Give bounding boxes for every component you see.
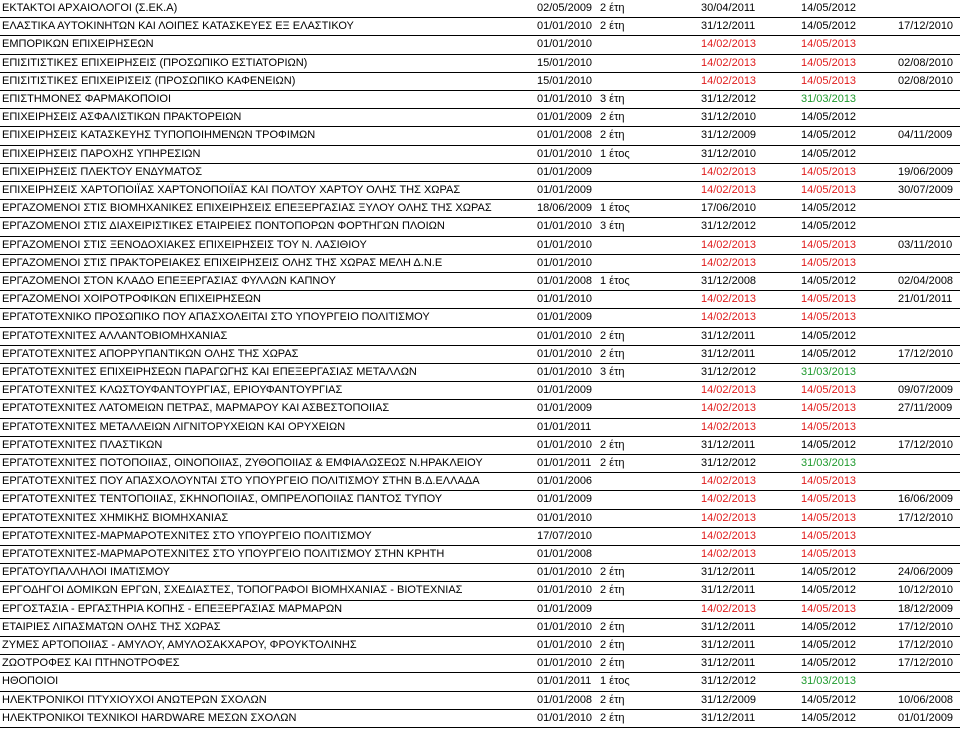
table-row xyxy=(0,200,960,218)
duration-cell xyxy=(600,601,660,618)
sector-name-cell: ΕΡΓΑΤΟΤΕΧΝΙΤΕΣ ΤΕΝΤΟΠΟΙΙΑΣ, ΣΚΗΝΟΠΟΙΙΑΣ, ΟΜΠΡΕΛΟΠΟΙΙΑΣ ΠΑΝΤΟΣ ΤΥΠΟΥ xyxy=(2,493,443,506)
duration-cell xyxy=(600,400,660,417)
table-row xyxy=(0,36,960,54)
end-date-cell: 14/02/2013 xyxy=(701,420,757,433)
signed-date-cell xyxy=(898,455,958,472)
signed-date-cell: 17/12/2010 xyxy=(898,620,954,633)
table-row xyxy=(0,510,960,528)
end-date-cell: 31/12/2008 xyxy=(701,275,757,287)
extension-date-cell: 14/05/2013 xyxy=(801,311,857,324)
sector-name-cell: ΕΡΓΑΖΟΜΕΝΟΙ ΣΤΟΝ ΚΛΑΔΟ ΕΠΕΞΕΡΓΑΣΙΑΣ ΦΥΛΛΩΝ ΚΑΠΝΟΥ xyxy=(2,275,336,287)
start-date-cell: 01/01/2009 xyxy=(537,311,593,324)
start-date-cell: 01/01/2010 xyxy=(537,220,593,233)
extension-date-cell: 14/05/2012 xyxy=(801,620,857,633)
table-row xyxy=(0,710,960,728)
sector-name-cell: ΕΜΠΟΡΙΚΩΝ ΕΠΙΧΕΙΡΗΣΕΩΝ xyxy=(2,38,154,51)
start-date-cell: 01/01/2009 xyxy=(537,384,593,397)
end-date-cell: 31/12/2011 xyxy=(701,20,756,33)
duration-cell: 1 έτος xyxy=(600,147,630,160)
sector-name-cell: ΕΡΓΑΖΟΜΕΝΟΙ ΣΤΙΣ ΠΡΑΚΤΟΡΕΙΑΚΕΣ ΕΠΙΧΕΙΡΗΣΕΙΣ ΟΛΗΣ ΤΗΣ ΧΩΡΑΣ ΜΕΛΗ Δ.Ν.Ε xyxy=(2,256,443,269)
table-row xyxy=(0,673,960,691)
extension-date-cell: 31/03/2013 xyxy=(801,93,857,105)
table-row xyxy=(0,528,960,546)
end-date-cell: 17/06/2010 xyxy=(701,202,757,215)
start-date-cell: 15/01/2010 xyxy=(537,56,593,69)
extension-date-cell: 14/05/2012 xyxy=(801,129,857,142)
end-date-cell: 31/12/2010 xyxy=(701,111,757,124)
end-date-cell: 14/02/2013 xyxy=(701,548,757,560)
signed-date-cell xyxy=(898,473,958,490)
duration-cell xyxy=(600,491,660,508)
sector-name-cell: ΕΡΓΑΤΟΤΕΧΝΙΚΟ ΠΡΟΣΩΠΙΚΟ ΠΟΥ ΑΠΑΣΧΟΛΕΙΤΑΙ ΣΤΟ ΥΠΟΥΡΓΕΙΟ ΠΟΛΙΤΙΣΜΟΥ xyxy=(2,311,430,324)
table-row xyxy=(0,73,960,91)
table-row xyxy=(0,237,960,255)
sector-name-cell: ΕΡΓΑΤΟΤΕΧΝΙΤΕΣ ΚΛΩΣΤΟΥΦΑΝΤΟΥΡΓΙΑΣ, ΕΡΙΟΥΦΑΝΤΟΥΡΓΙΑΣ xyxy=(2,384,343,397)
start-date-cell: 01/01/2010 xyxy=(537,438,593,451)
extension-date-cell: 14/05/2012 xyxy=(801,438,857,451)
extension-date-cell: 14/05/2012 xyxy=(801,329,857,342)
sector-name-cell: ΕΠΙΣΤΗΜΟΝΕΣ ΦΑΡΜΑΚΟΠΟΙΟΙ xyxy=(2,93,172,105)
extension-date-cell: 14/05/2012 xyxy=(801,711,857,724)
duration-cell xyxy=(600,291,660,308)
signed-date-cell: 17/12/2010 xyxy=(898,20,954,33)
start-date-cell: 01/01/2008 xyxy=(537,275,593,287)
table-row xyxy=(0,364,960,382)
signed-date-cell: 02/04/2008 xyxy=(898,275,954,287)
table-row xyxy=(0,146,960,164)
start-date-cell: 01/01/2008 xyxy=(537,548,593,560)
extension-date-cell: 14/05/2012 xyxy=(801,566,857,579)
end-date-cell: 31/12/2011 xyxy=(701,711,756,724)
extension-date-cell: 14/05/2013 xyxy=(801,184,857,196)
sector-name-cell: ΕΡΓΟΔΗΓΟΙ ΔΟΜΙΚΩΝ ΕΡΓΩΝ, ΣΧΕΔΙΑΣΤΕΣ, ΤΟΠΟΓΡΑΦΟΙ ΒΙΟΜΗΧΑΝΙΑΣ - ΒΙΟΤΕΧΝΙΑΣ xyxy=(2,584,463,597)
sector-name-cell: ΕΡΓΑΤΟΤΕΧΝΙΤΕΣ ΠΟΤΟΠΟΙΙΑΣ, ΟΙΝΟΠΟΙΙΑΣ, ΖΥΘΟΠΟΙΙΑΣ & ΕΜΦΙΑΛΩΣΕΩΣ Ν.ΗΡΑΚΛΕΙΟΥ xyxy=(2,457,483,469)
extension-date-cell: 14/05/2013 xyxy=(801,602,857,615)
signed-date-cell xyxy=(898,0,958,17)
start-date-cell: 01/01/2010 xyxy=(537,147,593,160)
extension-date-cell: 14/05/2013 xyxy=(801,38,857,51)
signed-date-cell: 09/07/2009 xyxy=(898,384,954,397)
sector-name-cell: ΕΡΓΑΤΟΤΕΧΝΙΤΕΣ ΛΑΤΟΜΕΙΩΝ ΠΕΤΡΑΣ, ΜΑΡΜΑΡΟΥ ΚΑΙ ΑΣΒΕΣΤΟΠΟΙΙΑΣ xyxy=(2,402,390,415)
duration-cell xyxy=(600,237,660,254)
extension-date-cell: 14/05/2012 xyxy=(801,657,857,670)
sector-name-cell: ΕΡΓΑΤΟΤΕΧΝΙΤΕΣ ΕΠΙΧΕΙΡΗΣΕΩΝ ΠΑΡΑΓΩΓΗΣ ΚΑΙ ΕΠΕΞΕΡΓΑΣΙΑΣ ΜΕΤΑΛΛΩΝ xyxy=(2,366,417,378)
duration-cell: 2 έτη xyxy=(600,657,625,670)
signed-date-cell: 21/01/2011 xyxy=(898,293,953,306)
duration-cell: 2 έτη xyxy=(600,129,625,142)
end-date-cell: 14/02/2013 xyxy=(701,384,757,397)
table-row xyxy=(0,55,960,73)
end-date-cell: 14/02/2013 xyxy=(701,511,757,524)
duration-cell xyxy=(600,309,660,326)
start-date-cell: 01/01/2010 xyxy=(537,238,593,251)
duration-cell xyxy=(600,36,660,53)
sector-name-cell: ΕΚΤΑΚΤΟΙ ΑΡΧΑΙΟΛΟΓΟΙ (Σ.ΕΚ.Α) xyxy=(2,2,178,14)
sector-name-cell: ΕΠΙΣΙΤΙΣΤΙΚΕΣ ΕΠΙΧΕΙΡΗΣΕΙΣ (ΠΡΟΣΩΠΙΚΟ ΕΣΤΙΑΤΟΡΙΩΝ) xyxy=(2,56,308,69)
extension-date-cell: 14/05/2012 xyxy=(801,111,857,124)
start-date-cell: 01/01/2010 xyxy=(537,620,593,633)
duration-cell xyxy=(600,55,660,72)
sector-name-cell: ΕΤΑΙΡΙΕΣ ΛΙΠΑΣΜΑΤΩΝ ΟΛΗΣ ΤΗΣ ΧΩΡΑΣ xyxy=(2,620,221,633)
signed-date-cell: 10/12/2010 xyxy=(898,584,954,597)
end-date-cell: 31/12/2011 xyxy=(701,438,756,451)
table-row xyxy=(0,18,960,36)
extension-date-cell: 14/05/2012 xyxy=(801,220,857,233)
extension-date-cell: 14/05/2012 xyxy=(801,639,857,651)
sector-name-cell: ΖΥΜΕΣ ΑΡΤΟΠΟΙΙΑΣ - ΑΜΥΛΟΥ, ΑΜΥΛΟΣΑΚΧΑΡΟΥ, ΦΡΟΥΚΤΟΛΙΝΗΣ xyxy=(2,639,357,651)
start-date-cell: 01/01/2009 xyxy=(537,402,593,415)
signed-date-cell: 27/11/2009 xyxy=(898,402,953,415)
signed-date-cell: 01/01/2009 xyxy=(898,711,954,724)
sector-name-cell: ΕΛΑΣΤΙΚΑ ΑΥΤΟΚΙΝΗΤΩΝ ΚΑΙ ΛΟΙΠΕΣ ΚΑΤΑΣΚΕΥΕΣ ΕΞ ΕΛΑΣΤΙΚΟΥ xyxy=(2,20,354,33)
table-row xyxy=(0,127,960,145)
table-row xyxy=(0,582,960,600)
signed-date-cell: 18/12/2009 xyxy=(898,602,954,615)
extension-date-cell: 14/05/2013 xyxy=(801,511,857,524)
extension-date-cell: 14/05/2013 xyxy=(801,384,857,397)
extension-date-cell: 14/05/2012 xyxy=(801,693,857,706)
extension-date-cell: 14/05/2013 xyxy=(801,475,857,488)
signed-date-cell xyxy=(898,91,958,108)
signed-date-cell: 17/12/2010 xyxy=(898,511,954,524)
start-date-cell: 01/01/2010 xyxy=(537,293,593,306)
start-date-cell: 01/01/2010 xyxy=(537,639,593,651)
duration-cell: 3 έτη xyxy=(600,220,625,233)
start-date-cell: 01/01/2009 xyxy=(537,493,593,506)
signed-date-cell: 02/08/2010 xyxy=(898,56,954,69)
extension-date-cell: 31/03/2013 xyxy=(801,457,857,469)
table-row xyxy=(0,455,960,473)
sector-name-cell: ΕΡΓΑΤΟΤΕΧΝΙΤΕΣ-ΜΑΡΜΑΡΟΤΕΧΝΙΤΕΣ ΣΤΟ ΥΠΟΥΡΓΕΙΟ ΠΟΛΙΤΙΣΜΟΥ xyxy=(2,529,372,542)
table-row xyxy=(0,0,960,18)
signed-date-cell xyxy=(898,673,958,690)
duration-cell xyxy=(600,510,660,527)
end-date-cell: 14/02/2013 xyxy=(701,529,757,542)
duration-cell xyxy=(600,473,660,490)
sector-name-cell: ΕΡΓΑΖΟΜΕΝΟΙ ΣΤΙΣ ΒΙΟΜΗΧΑΝΙΚΕΣ ΕΠΙΧΕΙΡΗΣΕΙΣ ΕΠΕΞΕΡΓΑΣΙΑΣ ΞΥΛΟΥ ΟΛΗΣ ΤΗΣ ΧΩΡΑΣ xyxy=(2,202,492,215)
start-date-cell: 01/01/2009 xyxy=(537,111,593,124)
table-row xyxy=(0,291,960,309)
sector-name-cell: ΕΠΙΧΕΙΡΗΣΕΙΣ ΧΑΡΤΟΠΟΙΪΑΣ ΧΑΡΤΟΝΟΠΟΙΪΑΣ ΚΑΙ ΠΟΛΤΟΥ ΧΑΡΤΟΥ ΟΛΗΣ ΤΗΣ ΧΩΡΑΣ xyxy=(2,184,461,196)
extension-date-cell: 14/05/2012 xyxy=(801,584,857,597)
table-row xyxy=(0,546,960,564)
signed-date-cell: 03/11/2010 xyxy=(898,238,953,251)
table-row xyxy=(0,437,960,455)
end-date-cell: 14/02/2013 xyxy=(701,165,757,178)
end-date-cell: 14/02/2013 xyxy=(701,74,757,87)
signed-date-cell: 02/08/2010 xyxy=(898,74,954,87)
start-date-cell: 01/01/2008 xyxy=(537,129,593,142)
table-row xyxy=(0,400,960,418)
sector-name-cell: ΕΡΓΑΤΟΥΠΑΛΛΗΛΟΙ ΙΜΑΤΙΣΜΟΥ xyxy=(2,566,171,579)
table-row xyxy=(0,491,960,509)
end-date-cell: 31/12/2011 xyxy=(701,639,756,651)
duration-cell: 2 έτη xyxy=(600,347,625,360)
signed-date-cell xyxy=(898,36,958,53)
table-row xyxy=(0,655,960,673)
duration-cell: 3 έτη xyxy=(600,93,625,105)
table-row xyxy=(0,182,960,200)
extension-date-cell: 14/05/2013 xyxy=(801,74,857,87)
start-date-cell: 01/01/2010 xyxy=(537,511,593,524)
signed-date-cell xyxy=(898,309,958,326)
duration-cell: 2 έτη xyxy=(600,329,625,342)
sector-name-cell: ΕΡΓΑΤΟΤΕΧΝΙΤΕΣ ΑΛΛΑΝΤΟΒΙΟΜΗΧΑΝΙΑΣ xyxy=(2,329,228,342)
table-row xyxy=(0,218,960,236)
start-date-cell: 01/01/2009 xyxy=(537,602,593,615)
start-date-cell: 01/01/2010 xyxy=(537,93,593,105)
duration-cell: 3 έτη xyxy=(600,366,625,378)
end-date-cell: 31/12/2011 xyxy=(701,620,756,633)
duration-cell xyxy=(600,382,660,399)
end-date-cell: 31/12/2012 xyxy=(701,366,757,378)
sector-name-cell: ΕΡΓΑΤΟΤΕΧΝΙΤΕΣ ΠΛΑΣΤΙΚΩΝ xyxy=(2,438,163,451)
end-date-cell: 31/12/2012 xyxy=(701,457,757,469)
duration-cell: 2 έτη xyxy=(600,693,625,706)
end-date-cell: 31/12/2012 xyxy=(701,675,757,688)
sector-name-cell: ΕΠΙΧΕΙΡΗΣΕΙΣ ΠΑΡΟΧΗΣ ΥΠΗΡΕΣΙΩΝ xyxy=(2,147,201,160)
end-date-cell: 31/12/2011 xyxy=(701,566,756,579)
start-date-cell: 02/05/2009 xyxy=(537,2,593,14)
table-row xyxy=(0,273,960,291)
duration-cell: 2 έτη xyxy=(600,457,625,469)
signed-date-cell xyxy=(898,218,958,235)
duration-cell: 2 έτη xyxy=(600,20,625,33)
signed-date-cell: 04/11/2009 xyxy=(898,129,953,142)
extension-date-cell: 14/05/2012 xyxy=(801,347,857,360)
extension-date-cell: 14/05/2012 xyxy=(801,202,857,215)
sector-name-cell: ΕΡΓΑΤΟΤΕΧΝΙΤΕΣ ΑΠΟΡΡΥΠΑΝΤΙΚΩΝ ΟΛΗΣ ΤΗΣ ΧΩΡΑΣ xyxy=(2,347,299,360)
start-date-cell: 01/01/2010 xyxy=(537,366,593,378)
extension-date-cell: 14/05/2013 xyxy=(801,420,857,433)
sector-name-cell: ΕΡΓΑΤΟΤΕΧΝΙΤΕΣ ΜΕΤΑΛΛΕΙΩΝ ΛΙΓΝΙΤΟΡΥΧΕΙΩΝ ΚΑΙ ΟΡΥΧΕΙΩΝ xyxy=(2,420,346,433)
duration-cell xyxy=(600,419,660,436)
end-date-cell: 31/12/2011 xyxy=(701,329,756,342)
end-date-cell: 14/02/2013 xyxy=(701,38,757,51)
end-date-cell: 14/02/2013 xyxy=(701,602,757,615)
end-date-cell: 14/02/2013 xyxy=(701,256,757,269)
extension-date-cell: 14/05/2013 xyxy=(801,548,857,560)
signed-date-cell xyxy=(898,200,958,217)
table-row xyxy=(0,473,960,491)
end-date-cell: 31/12/2011 xyxy=(701,584,756,597)
end-date-cell: 14/02/2013 xyxy=(701,56,757,69)
start-date-cell: 18/06/2009 xyxy=(537,202,593,215)
end-date-cell: 31/12/2011 xyxy=(701,347,756,360)
end-date-cell: 14/02/2013 xyxy=(701,184,757,196)
start-date-cell: 01/01/2009 xyxy=(537,184,593,196)
table-row xyxy=(0,328,960,346)
table-row xyxy=(0,164,960,182)
duration-cell xyxy=(600,546,660,563)
end-date-cell: 14/02/2013 xyxy=(701,475,757,488)
table-row xyxy=(0,419,960,437)
signed-date-cell xyxy=(898,528,958,545)
extension-date-cell: 14/05/2012 xyxy=(801,2,857,14)
end-date-cell: 31/12/2012 xyxy=(701,220,757,233)
start-date-cell: 01/01/2010 xyxy=(537,20,593,33)
start-date-cell: 01/01/2010 xyxy=(537,329,593,342)
end-date-cell: 31/12/2012 xyxy=(701,93,757,105)
start-date-cell: 01/01/2009 xyxy=(537,165,593,178)
signed-date-cell: 10/06/2008 xyxy=(898,693,954,706)
duration-cell: 2 έτη xyxy=(600,620,625,633)
start-date-cell: 01/01/2010 xyxy=(537,256,593,269)
start-date-cell: 01/01/2011 xyxy=(537,420,592,433)
extension-date-cell: 14/05/2013 xyxy=(801,238,857,251)
extension-date-cell: 14/05/2012 xyxy=(801,275,857,287)
signed-date-cell: 16/06/2009 xyxy=(898,493,954,506)
extension-date-cell: 31/03/2013 xyxy=(801,366,857,378)
start-date-cell: 01/01/2006 xyxy=(537,475,593,488)
signed-date-cell: 17/12/2010 xyxy=(898,639,954,651)
extension-date-cell: 14/05/2013 xyxy=(801,402,857,415)
start-date-cell: 15/01/2010 xyxy=(537,74,593,87)
end-date-cell: 14/02/2013 xyxy=(701,311,757,324)
table-row xyxy=(0,255,960,273)
table-row xyxy=(0,91,960,109)
duration-cell xyxy=(600,164,660,181)
sector-name-cell: ΕΡΓΑΖΟΜΕΝΟΙ ΣΤΙΣ ΞΕΝΟΔΟΧΙΑΚΕΣ ΕΠΙΧΕΙΡΗΣΕΙΣ ΤΟΥ Ν. ΛΑΣΙΘΙΟΥ xyxy=(2,238,367,251)
start-date-cell: 01/01/2010 xyxy=(537,38,593,51)
table-row xyxy=(0,637,960,655)
duration-cell: 2 έτη xyxy=(600,711,625,724)
start-date-cell: 01/01/2008 xyxy=(537,693,593,706)
table-row xyxy=(0,382,960,400)
sector-name-cell: ΕΡΓΑΖΟΜΕΝΟΙ ΣΤΙΣ ΔΙΑΧΕΙΡΙΣΤΙΚΕΣ ΕΤΑΙΡΕΙΕΣ ΠΟΝΤΟΠΟΡΩΝ ΦΟΡΤΗΓΩΝ ΠΛΟΙΩΝ xyxy=(2,220,445,233)
extension-date-cell: 14/05/2013 xyxy=(801,529,857,542)
sector-name-cell: ΕΡΓΑΤΟΤΕΧΝΙΤΕΣ-ΜΑΡΜΑΡΟΤΕΧΝΙΤΕΣ ΣΤΟ ΥΠΟΥΡΓΕΙΟ ΠΟΛΙΤΙΣΜΟΥ ΣΤΗΝ ΚΡΗΤΗ xyxy=(2,548,445,560)
duration-cell: 2 έτη xyxy=(600,2,625,14)
extension-date-cell: 14/05/2013 xyxy=(801,165,857,178)
signed-date-cell: 17/12/2010 xyxy=(898,657,954,670)
end-date-cell: 30/04/2011 xyxy=(701,2,756,14)
signed-date-cell: 24/06/2009 xyxy=(898,566,954,579)
start-date-cell: 01/01/2010 xyxy=(537,347,593,360)
start-date-cell: 01/01/2010 xyxy=(537,657,593,670)
start-date-cell: 01/01/2010 xyxy=(537,566,593,579)
sector-name-cell: ΕΠΙΧΕΙΡΗΣΕΙΣ ΠΛΕΚΤΟΥ ΕΝΔΥΜΑΤΟΣ xyxy=(2,165,202,178)
end-date-cell: 14/02/2013 xyxy=(701,238,757,251)
end-date-cell: 14/02/2013 xyxy=(701,402,757,415)
start-date-cell: 01/01/2010 xyxy=(537,584,593,597)
sector-name-cell: ΕΠΙΧΕΙΡΗΣΕΙΣ ΑΣΦΑΛΙΣΤΙΚΩΝ ΠΡΑΚΤΟΡΕΙΩΝ xyxy=(2,111,242,124)
signed-date-cell: 17/12/2010 xyxy=(898,347,954,360)
signed-date-cell xyxy=(898,546,958,563)
duration-cell: 2 έτη xyxy=(600,584,625,597)
sector-name-cell: ΗΛΕΚΤΡΟΝΙΚΟΙ ΤΕΧΝΙΚΟΙ HARDWARE ΜΕΣΩΝ ΣΧΟΛΩΝ xyxy=(2,711,297,724)
end-date-cell: 31/12/2009 xyxy=(701,129,757,142)
duration-cell: 1 έτος xyxy=(600,275,630,287)
end-date-cell: 31/12/2011 xyxy=(701,657,756,670)
start-date-cell: 01/01/2011 xyxy=(537,457,592,469)
duration-cell xyxy=(600,255,660,272)
extension-date-cell: 14/05/2013 xyxy=(801,256,857,269)
extension-date-cell: 14/05/2013 xyxy=(801,493,857,506)
duration-cell: 2 έτη xyxy=(600,566,625,579)
start-date-cell: 01/01/2010 xyxy=(537,711,593,724)
end-date-cell: 31/12/2010 xyxy=(701,147,757,160)
extension-date-cell: 14/05/2012 xyxy=(801,20,857,33)
start-date-cell: 01/01/2011 xyxy=(537,675,592,688)
signed-date-cell xyxy=(898,146,958,163)
end-date-cell: 14/02/2013 xyxy=(701,493,757,506)
signed-date-cell: 19/06/2009 xyxy=(898,165,954,178)
signed-date-cell xyxy=(898,255,958,272)
extension-date-cell: 14/05/2013 xyxy=(801,56,857,69)
sector-name-cell: ΕΡΓΑΖΟΜΕΝΟΙ ΧΟΙΡΟΤΡΟΦΙΚΩΝ ΕΠΙΧΕΙΡΗΣΕΩΝ xyxy=(2,293,261,306)
sector-name-cell: ΕΡΓΑΤΟΤΕΧΝΙΤΕΣ ΧΗΜΙΚΗΣ ΒΙΟΜΗΧΑΝΙΑΣ xyxy=(2,511,229,524)
table-row xyxy=(0,601,960,619)
signed-date-cell: 17/12/2010 xyxy=(898,438,954,451)
end-date-cell: 14/02/2013 xyxy=(701,293,757,306)
table-row xyxy=(0,346,960,364)
duration-cell: 1 έτος xyxy=(600,202,630,215)
extension-date-cell: 31/03/2013 xyxy=(801,675,857,688)
duration-cell: 2 έτη xyxy=(600,438,625,451)
table-row xyxy=(0,564,960,582)
sector-name-cell: ΗΘΟΠΟΙΟΙ xyxy=(2,675,59,688)
signed-date-cell xyxy=(898,109,958,126)
sector-name-cell: ΗΛΕΚΤΡΟΝΙΚΟΙ ΠΤΥΧΙΟΥΧΟΙ ΑΝΩΤΕΡΩΝ ΣΧΟΛΩΝ xyxy=(2,693,267,706)
signed-date-cell xyxy=(898,419,958,436)
start-date-cell: 17/07/2010 xyxy=(537,529,593,542)
table-row xyxy=(0,619,960,637)
duration-cell xyxy=(600,73,660,90)
duration-cell xyxy=(600,528,660,545)
sector-name-cell: ΕΡΓΑΤΟΤΕΧΝΙΤΕΣ ΠΟΥ ΑΠΑΣΧΟΛΟΥΝΤΑΙ ΣΤΟ ΥΠΟΥΡΓΕΙΟ ΠΟΛΙΤΙΣΜΟΥ ΣΤΗΝ Β.Δ.ΕΛΛΑΔΑ xyxy=(2,475,480,488)
sector-name-cell: ΕΠΙΣΙΤΙΣΤΙΚΕΣ ΕΠΙΧΕΙΡΙΣΕΙΣ (ΠΡΟΣΩΠΙΚΟ ΚΑΦΕΝΕΙΩΝ) xyxy=(2,74,296,87)
table-row xyxy=(0,309,960,327)
table-row xyxy=(0,692,960,710)
extension-date-cell: 14/05/2012 xyxy=(801,147,857,160)
sector-name-cell: ΕΠΙΧΕΙΡΗΣΕΙΣ ΚΑΤΑΣΚΕΥΗΣ ΤΥΠΟΠΟΙΗΜΕΝΩΝ ΤΡΟΦΙΜΩΝ xyxy=(2,129,316,142)
duration-cell: 2 έτη xyxy=(600,639,625,651)
end-date-cell: 31/12/2009 xyxy=(701,693,757,706)
sector-name-cell: ΕΡΓΟΣΤΑΣΙΑ - ΕΡΓΑΣΤΗΡΙΑ ΚΟΠΗΣ - ΕΠΕΞΕΡΓΑΣΙΑΣ ΜΑΡΜΑΡΩΝ xyxy=(2,602,343,615)
table-row xyxy=(0,109,960,127)
duration-cell: 2 έτη xyxy=(600,111,625,124)
signed-date-cell xyxy=(898,364,958,381)
extension-date-cell: 14/05/2013 xyxy=(801,293,857,306)
signed-date-cell: 30/07/2009 xyxy=(898,184,954,196)
duration-cell xyxy=(600,182,660,199)
signed-date-cell xyxy=(898,328,958,345)
duration-cell: 1 έτος xyxy=(600,675,630,688)
sector-name-cell: ΖΩΟΤΡΟΦΕΣ ΚΑΙ ΠΤΗΝΟΤΡΟΦΕΣ xyxy=(2,657,180,670)
